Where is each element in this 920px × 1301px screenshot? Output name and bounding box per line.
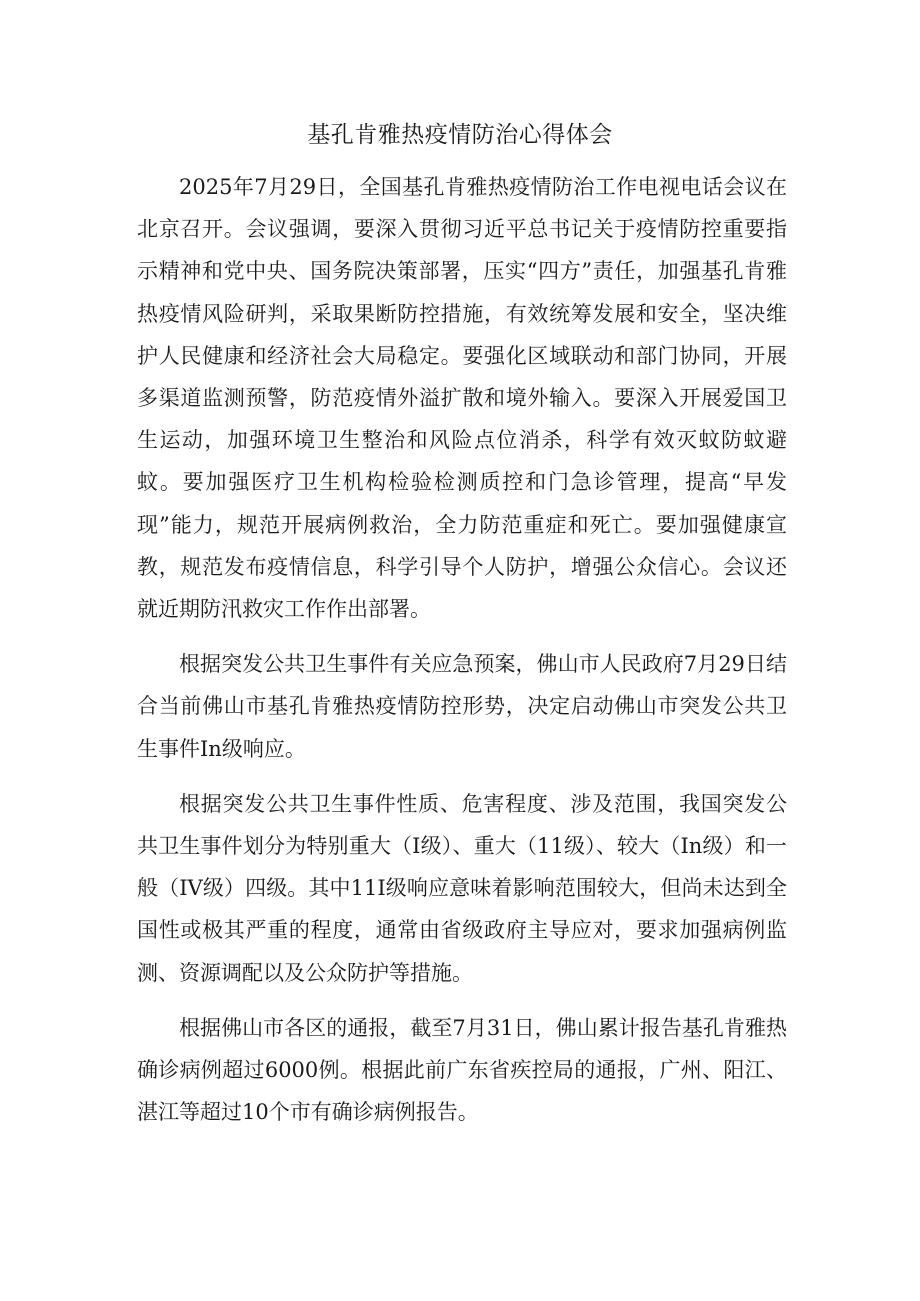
paragraph-foshan-response: 根据突发公共卫生事件有关应急预案，佛山市人民政府7月29日结合当前佛山市基孔肯雅热疫情防控形势，决定启动佛山市突发公共卫生事件In级响应。 [137, 652, 787, 761]
document-title: 基孔肯雅热疫情防治心得体会 [307, 122, 613, 148]
document-body [137, 166, 787, 1133]
paragraph-conference: 2025年7月29日，全国基孔肯雅热疫情防治工作电视电话会议在北京召开。会议强调，要深入贯彻习近平总书记关于疫情防控重要指示精神和党中央、国务院决策部署，压实“四方”责任，加强基孔肯雅热疫情风险研判，采取果断防控措施，有效统筹发展和安全，坚决维护人民健康和经济社会大局稳定。要强化区域联动和部门协同，开展多渠道监测预警，防范疫情外溢扩散和境外输入。要深入开展爱国卫生运动，加强环境卫生整治和风险点位消杀，科学有效灭蚊防蚊避蚊。要加强医疗卫生机构检验检测质控和门急诊管理，提高“早发现”能力，规范开展病例救治，全力防范重症和死亡。要加强健康宣教，规范发布疫情信息，科学引导个人防护，增强公众信心。会议还就近期防汛救灾工作作出部署。 [137, 175, 787, 622]
paragraph-response-levels: 根据突发公共卫生事件性质、危害程度、涉及范围，我国突发公共卫生事件划分为特别重大（I级）、重大（11级）、较大（In级）和一般（IV级）四级。其中11I级响应意味着影响范围较大，但尚未达到全国性或极其严重的程度，通常由省级政府主导应对，要求加强病例监测、资源调配以及公众防护等措施。 [137, 791, 787, 985]
paragraph-case-count: 根据佛山市各区的通报，截至7月31日，佛山累计报告基孔肯雅热确诊病例超过6000例。根据此前广东省疾控局的通报，广州、阳江、湛江等超过10个市有确诊病例报告。 [137, 1015, 787, 1125]
